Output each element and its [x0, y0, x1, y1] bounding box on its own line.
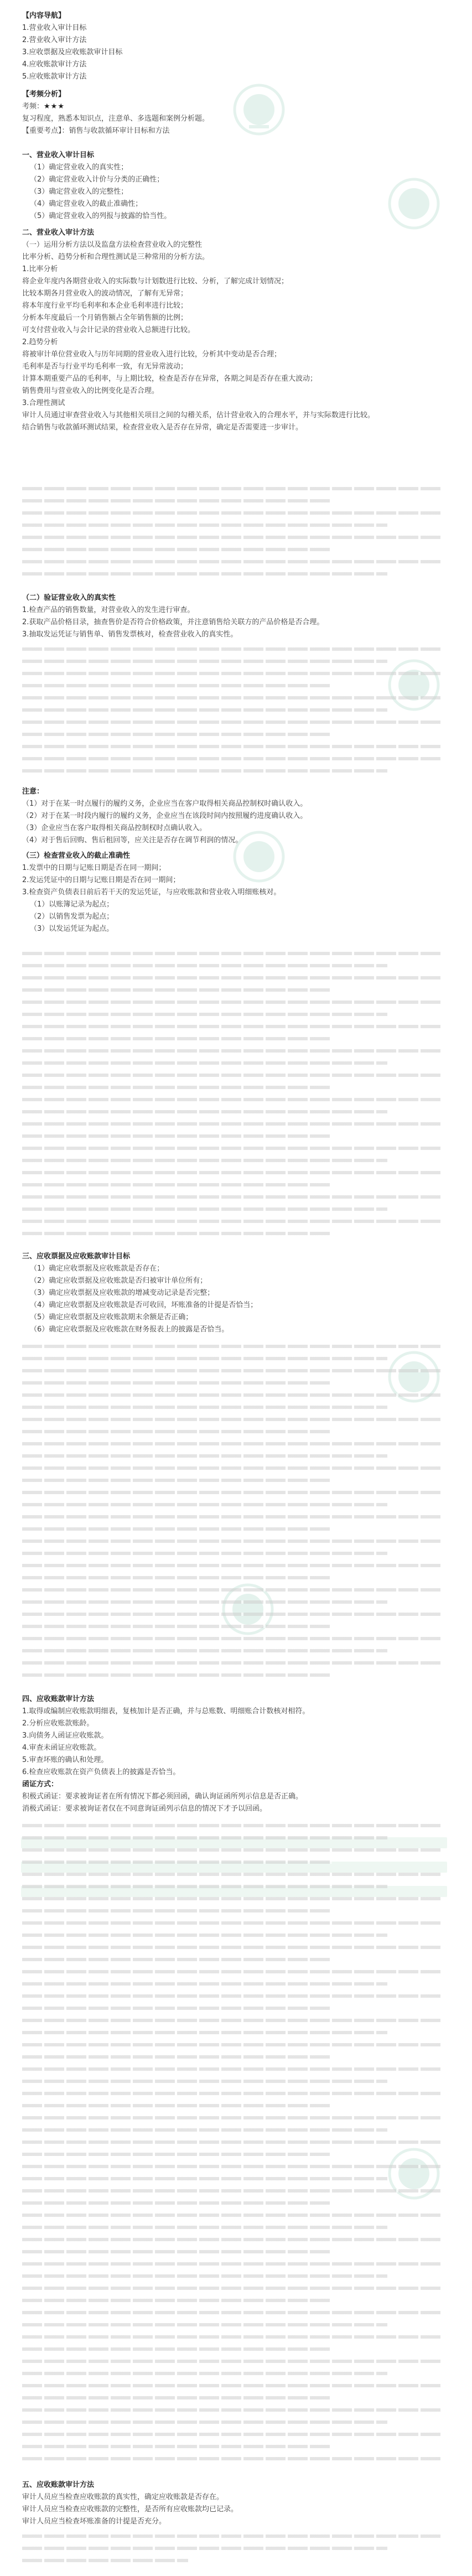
subsection-heading: （三）检查营业收入的截止准确性	[22, 852, 131, 860]
text-line	[22, 1037, 332, 1040]
paragraph: 结合销售与收款循环测试结果，检查营业收入是否存在异常，确定是否需要进一步审计。	[22, 423, 303, 432]
text-line	[22, 1491, 443, 1494]
text-line	[22, 2116, 443, 2119]
text-line	[22, 769, 387, 773]
paragraph: 3.向债务人函证应收账款。	[22, 1732, 108, 1740]
text-line	[22, 708, 387, 712]
text-line	[22, 2080, 387, 2083]
section-heading: 二、营业收入审计方法	[22, 229, 95, 237]
list-item: （4）确定应收票据及应收账款是否可收回，坏账准备的计提是否恰当；	[30, 1301, 258, 1309]
text-line	[22, 1466, 443, 1470]
text-line	[22, 2226, 387, 2229]
text-line	[22, 2177, 387, 2180]
toc-title: 【内容导航】	[22, 12, 66, 20]
text-line	[22, 2408, 443, 2412]
text-line	[22, 2335, 443, 2339]
section-revenue-methods	[22, 227, 448, 434]
text-line	[22, 487, 443, 490]
subsection-heading: （一）运用分析方法以及监盘方法检查营业收入的完整性	[22, 241, 203, 249]
text-line	[22, 1588, 443, 1592]
text-line	[22, 1061, 387, 1065]
paragraph: 销售费用与营业收入的比例变化是否合理。	[22, 387, 159, 395]
text-line	[22, 1098, 443, 1101]
text-line	[22, 1564, 443, 1567]
paragraph: 3.检查资产负债表日前后若干天的发运凭证，与应收账款和营业收入明细账核对。	[22, 888, 281, 896]
section-heading: 五、应收账款审计方法	[22, 2481, 95, 2489]
text-line	[22, 2165, 443, 2168]
text-line	[22, 1122, 443, 1126]
text-line	[22, 1110, 387, 1113]
section-revenue-verify	[22, 592, 448, 641]
subsection-heading: 2.趋势分析	[22, 338, 58, 346]
text-line	[22, 952, 443, 955]
text-line	[22, 1860, 332, 1864]
text-line	[22, 2238, 443, 2241]
text-line	[22, 1958, 332, 1961]
text-line	[22, 2031, 387, 2034]
paragraph: 2.获取产品价格目录，抽查售价是否符合价格政策，并注意销售给关联方的产品价格是否合理。	[22, 618, 324, 626]
text-line	[22, 560, 443, 563]
text-line	[22, 499, 332, 502]
text-line	[22, 2214, 443, 2217]
paragraph: 6.检查应收账款在资产负债表上的披露是否恰当。	[22, 1768, 180, 1776]
text-line	[22, 1430, 332, 1433]
text-line	[22, 1540, 443, 1543]
text-line	[22, 2360, 443, 2363]
exam-frequency-line	[22, 101, 448, 113]
text-line	[22, 757, 443, 760]
text-line	[22, 1001, 443, 1004]
text-line	[22, 1836, 387, 1839]
section-receivables-methods-2	[22, 2479, 448, 2528]
paragraph: 1.检查产品的销售数量，对营业收入的发生进行审查。	[22, 606, 195, 614]
text-line	[22, 2128, 387, 2132]
paragraph: （4）对于售后回购、售后租回等，应关注是否存在调节利润的情况。	[22, 836, 243, 844]
text-line	[22, 1649, 387, 1652]
text-line	[22, 2067, 443, 2071]
text-line	[22, 2559, 188, 2562]
text-line	[22, 1921, 443, 1925]
paragraph: 3.抽取发运凭证与销售单、销售发票核对，检查营业收入的真实性。	[22, 630, 238, 639]
text-line	[22, 1381, 332, 1385]
text-line	[22, 1195, 443, 1199]
text-line	[22, 1134, 332, 1138]
text-line	[22, 745, 443, 748]
subsection-heading: 3.合理性测试	[22, 399, 65, 407]
text-line	[22, 2140, 443, 2144]
paragraph: 审计人员应当检查应收账款的真实性，确定应收账款是否存在。	[22, 2493, 224, 2501]
text-line	[22, 988, 332, 992]
paragraph: 比率分析、趋势分析和合理性测试是三种常用的分析方法。	[22, 253, 210, 261]
paragraph: 5.审查坏账的确认和处理。	[22, 1756, 108, 1764]
text-line	[22, 2201, 332, 2205]
text-line	[22, 1552, 387, 1555]
text-line	[22, 2043, 443, 2046]
paragraph: 积极式函证：要求被询证者在所有情况下都必须回函，确认询证函所列示信息是否正确。	[22, 1792, 303, 1801]
text-line	[22, 511, 443, 515]
text-line	[22, 2153, 332, 2156]
paragraph: 审计人员应当检查应收账款的完整性，是否所有应收账款均已记录。	[22, 2505, 238, 2513]
text-line	[22, 1673, 332, 1677]
list-item: （3）确定营业收入的完整性；	[30, 188, 128, 196]
paragraph: 1.发票中的日期与记账日期是否在同一期间；	[22, 864, 166, 872]
text-line	[22, 1897, 443, 1900]
text-line	[22, 2534, 443, 2538]
frequency-stars: ★★★	[44, 102, 65, 111]
text-line	[22, 2323, 387, 2326]
text-line	[22, 1600, 387, 1604]
text-line	[22, 1220, 443, 1223]
paragraph: 将本年度行业平均毛利率和本企业毛利率进行比较；	[22, 302, 188, 310]
text-line	[22, 1369, 443, 1372]
paragraph: 审计人员通过审查营业收入与其他相关项目之间的勾稽关系，估计营业收入的合理水平，并与实际数进行比较。	[22, 411, 375, 419]
text-line	[22, 572, 387, 576]
text-line	[22, 1345, 443, 1348]
text-line	[22, 2104, 332, 2107]
text-line	[22, 1576, 332, 1579]
text-line	[22, 1527, 332, 1531]
text-line	[22, 1207, 387, 1211]
text-line	[22, 548, 332, 551]
table-of-contents	[22, 10, 188, 83]
text-line	[22, 1909, 332, 1912]
text-line	[22, 964, 387, 967]
section-heading: 四、应收账款审计方法	[22, 1695, 95, 1703]
list-item: （1）以账簿记录为起点；	[30, 900, 114, 909]
text-line	[22, 536, 443, 539]
toc-item[interactable]: 5.应收账款审计方法	[22, 72, 87, 81]
text-line	[22, 2055, 332, 2059]
text-line	[22, 1025, 443, 1028]
subsection-heading: 1.比率分析	[22, 265, 58, 273]
text-line	[22, 1873, 443, 1876]
text-line	[22, 2420, 387, 2424]
text-line	[22, 1625, 332, 1628]
text-line	[22, 1454, 387, 1458]
text-line	[22, 1934, 387, 1937]
list-item: （3）确定应收票据及应收账款的增减变动记录是否完整；	[30, 1289, 215, 1297]
notes-heading: 注意：	[22, 787, 44, 796]
list-item: （2）确定营业收入计价与分类的正确性；	[30, 175, 164, 184]
list-item: （1）确定应收票据及应收账款是否存在；	[30, 1264, 164, 1273]
text-line	[22, 1885, 387, 1888]
paragraph: 将企业年度内各期营业收入的实际数与计划数进行比较、分析，了解完成计划情况；	[22, 277, 289, 286]
text-line	[22, 2007, 332, 2010]
text-line	[22, 1946, 443, 1949]
list-item: （5）确定应收票据及应收账款期末余额是否正确；	[30, 1313, 193, 1321]
text-line	[22, 2445, 332, 2448]
text-line	[22, 2189, 443, 2193]
section-revenue-objectives	[22, 149, 448, 222]
paragraph: 1.取得或编制应收账款明细表，复核加计是否正确，并与总账数、明细账合计数核对相符。	[22, 1707, 310, 1715]
text-line	[22, 1049, 443, 1053]
toc-item[interactable]: 1.营业收入审计目标	[22, 24, 87, 32]
text-line	[22, 1503, 387, 1506]
text-line	[22, 1613, 443, 1616]
text-line	[22, 524, 387, 527]
section-heading: 一、营业收入审计目标	[22, 151, 95, 159]
list-item: （5）确定营业收入的列报与披露的恰当性。	[30, 212, 172, 220]
section-receivables-objectives	[22, 1251, 448, 1336]
text-line	[22, 1982, 387, 1986]
text-line	[22, 2457, 443, 2460]
list-item: （4）确定营业收入的截止准确性；	[30, 200, 143, 208]
text-line	[22, 1479, 332, 1482]
text-line	[22, 1637, 443, 1640]
text-line	[22, 1013, 387, 1016]
text-line	[22, 1824, 443, 1827]
section-receivables-methods	[22, 1693, 448, 1815]
exam-frequency	[22, 89, 448, 137]
text-line	[22, 2299, 332, 2302]
paragraph: 审计人员应当检查坏账准备的计提是否充分。	[22, 2517, 167, 2526]
text-line	[22, 1418, 443, 1421]
list-item: （6）确定应收票据及应收账款在财务报表上的披露是否恰当。	[30, 1325, 229, 1334]
text-line	[22, 2311, 443, 2314]
text-line	[22, 1074, 443, 1077]
text-line	[22, 2433, 443, 2436]
list-item: （2）以销售发票为起点；	[30, 913, 114, 921]
exam-advice: 复习程度，熟悉本知识点，注意单、多选题和案例分析题。	[22, 115, 210, 123]
paragraph: 分析本年度最后一个月销售额占全年销售额的比例；	[22, 314, 188, 322]
subsection-heading: （二）验证营业收入的真实性	[22, 594, 116, 602]
list-item: （2）确定应收票据及应收账款是否归被审计单位所有；	[30, 1277, 208, 1285]
notes-block	[22, 786, 448, 935]
paragraph: 消极式函证：要求被询证者仅在不同意询证函列示信息的情况下才予以回函。	[22, 1805, 267, 1813]
text-line	[22, 647, 443, 651]
text-line	[22, 2384, 443, 2387]
text-line	[22, 1515, 443, 1518]
section-heading: 三、应收票据及应收账款审计目标	[22, 1252, 131, 1261]
text-line	[22, 2347, 332, 2351]
text-line	[22, 1442, 443, 1445]
paragraph: 2.发运凭证中的日期与记账日期是否在同一期间；	[22, 876, 180, 884]
text-line	[22, 1147, 443, 1150]
text-line	[22, 672, 443, 675]
text-line	[22, 1970, 443, 1973]
text-line	[22, 2274, 387, 2278]
exam-title: 【考频分析】	[22, 90, 66, 99]
list-item: （1）确定营业收入的真实性；	[30, 163, 128, 172]
toc-item[interactable]: 3.应收票据及应收账款审计目标	[22, 48, 123, 56]
text-line	[22, 1406, 387, 1409]
paragraph: 比较本期各月营业收入的波动情况，了解有无异常；	[22, 289, 188, 298]
text-line	[22, 1183, 332, 1186]
paragraph: 将被审计单位营业收入与历年同期的营业收入进行比较，分析其中变动是否合理；	[22, 350, 282, 359]
confirm-heading: 函证方式：	[22, 1780, 59, 1789]
toc-item[interactable]: 4.应收账款审计方法	[22, 60, 87, 69]
text-line	[22, 976, 443, 979]
paragraph: 4.审查未函证应收账款。	[22, 1744, 101, 1752]
text-line	[22, 2092, 443, 2095]
toc-list	[22, 22, 188, 83]
text-line	[22, 1994, 443, 1998]
text-line	[22, 1357, 387, 1360]
text-line	[22, 2372, 387, 2375]
exam-key-points: 【重要考点】：销售与收款循环审计目标和方法	[22, 127, 170, 135]
text-line	[22, 2250, 332, 2253]
text-line	[22, 1848, 443, 1852]
paragraph: 计算本期重要产品的毛利率，与上期比较，检查是否存在异常，各期之间是否存在重大波动；	[22, 375, 318, 383]
text-line	[22, 660, 387, 663]
paragraph: （1）对于在某一时点履行的履约义务，企业应当在客户取得相关商品控制权时确认收入。	[22, 800, 308, 808]
paragraph: 可支付营业收入与会计记录的营业收入总额进行比较。	[22, 326, 195, 334]
paragraph: 毛利率是否与行业平均毛利率一致，有无异常波动；	[22, 362, 188, 371]
frequency-label: 考频：	[22, 102, 44, 111]
paragraph: （2）对于在某一时段内履行的履约义务，企业应当在该段时间内按照履约进度确认收入。	[22, 812, 308, 820]
text-line	[22, 696, 443, 699]
text-line	[22, 2262, 443, 2266]
text-line	[22, 2396, 332, 2399]
text-line	[22, 1171, 443, 1174]
text-line	[22, 684, 332, 687]
text-line	[22, 1232, 332, 1235]
paragraph: 2.分析应收账款账龄。	[22, 1719, 94, 1728]
text-line	[22, 1393, 443, 1397]
text-line	[22, 733, 332, 736]
list-item: （3）以发运凭证为起点。	[30, 925, 114, 933]
paragraph: （3）企业应当在客户取得相关商品控制权时点确认收入。	[22, 824, 207, 832]
text-line	[22, 2287, 443, 2290]
text-line	[22, 2019, 443, 2022]
text-line	[22, 721, 443, 724]
text-line	[22, 1159, 387, 1162]
watermark-logo	[387, 659, 440, 712]
toc-item[interactable]: 2.营业收入审计方法	[22, 36, 87, 44]
text-line	[22, 2547, 387, 2550]
text-line	[22, 1086, 332, 1089]
text-line	[22, 1661, 443, 1665]
